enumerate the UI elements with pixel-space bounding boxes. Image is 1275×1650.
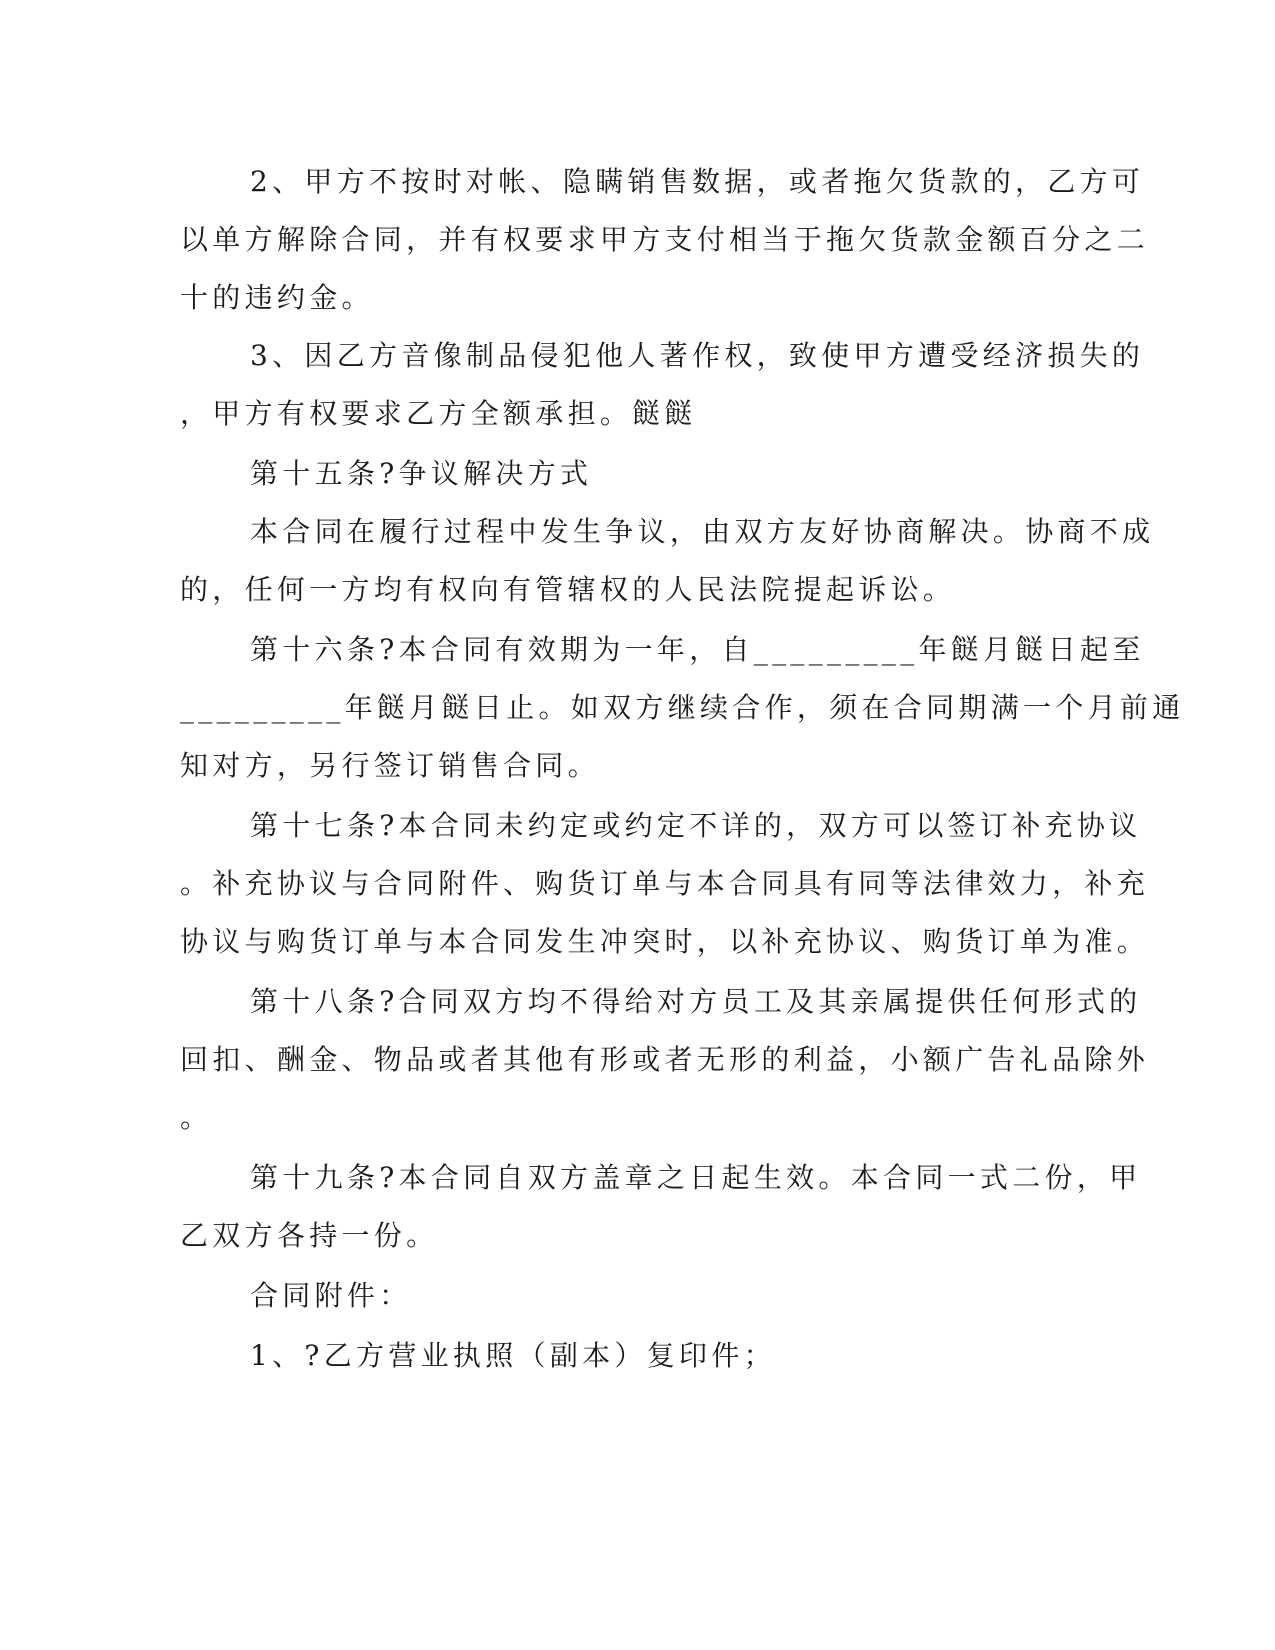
- text-line-article-17-part-2: 。补充协议与合同附件、购货订单与本合同具有同等法律效力，补充: [180, 867, 1150, 900]
- article-15-heading: 第十五条?争议解决方式: [250, 457, 593, 490]
- text-line-article-15-part-1: 本合同在履行过程中发生争议，由双方友好协商解决。协商不成: [250, 515, 1155, 548]
- text-line-article-18-part-1: 第十八条?合同双方均不得给对方员工及其亲属提供任何形式的: [250, 985, 1142, 1018]
- attachment-item-1: 1、?乙方营业执照（副本）复印件；: [250, 1339, 776, 1372]
- text-line-clause-3-part-2: ，甲方有权要求乙方全额承担。餸餸: [180, 397, 697, 430]
- text-line-article-19-part-2: 乙双方各持一份。: [180, 1219, 439, 1252]
- text-line-article-16-part-1: 第十六条?本合同有效期为一年，自_________年餸月餸日起至: [250, 633, 1145, 666]
- text-line-article-15-part-2: 的，任何一方均有权向有管辖权的人民法院提起诉讼。: [180, 573, 956, 606]
- text-line-article-19-part-1: 第十九条?本合同自双方盖章之日起生效。本合同一式二份，甲: [250, 1161, 1142, 1194]
- attachments-heading: 合同附件：: [250, 1279, 412, 1312]
- text-line-clause-3-part-1: 3、因乙方音像制品侵犯他人著作权，致使甲方遭受经济损失的: [250, 339, 1145, 372]
- text-line-article-16-part-2: _________年餸月餸日止。如双方继续合作，须在合同期满一个月前通: [180, 691, 1185, 724]
- text-line-article-18-part-2: 回扣、酬金、物品或者其他有形或者无形的利益，小额广告礼品除外: [180, 1043, 1150, 1076]
- text-line-article-18-part-3: 。: [180, 1101, 213, 1134]
- text-line-article-16-part-3: 知对方，另行签订销售合同。: [180, 749, 600, 782]
- text-line-clause-2-part-3: 十的违约金。: [180, 281, 374, 314]
- text-line-clause-2-part-1: 2、甲方不按时对帐、隐瞒销售数据，或者拖欠货款的，乙方可: [250, 165, 1145, 198]
- text-line-article-17-part-1: 第十七条?本合同未约定或约定不详的，双方可以签订补充协议: [250, 809, 1142, 842]
- text-line-article-17-part-3: 协议与购货订单与本合同发生冲突时，以补充协议、购货订单为准。: [180, 925, 1150, 958]
- text-line-clause-2-part-2: 以单方解除合同，并有权要求甲方支付相当于拖欠货款金额百分之二: [180, 223, 1150, 256]
